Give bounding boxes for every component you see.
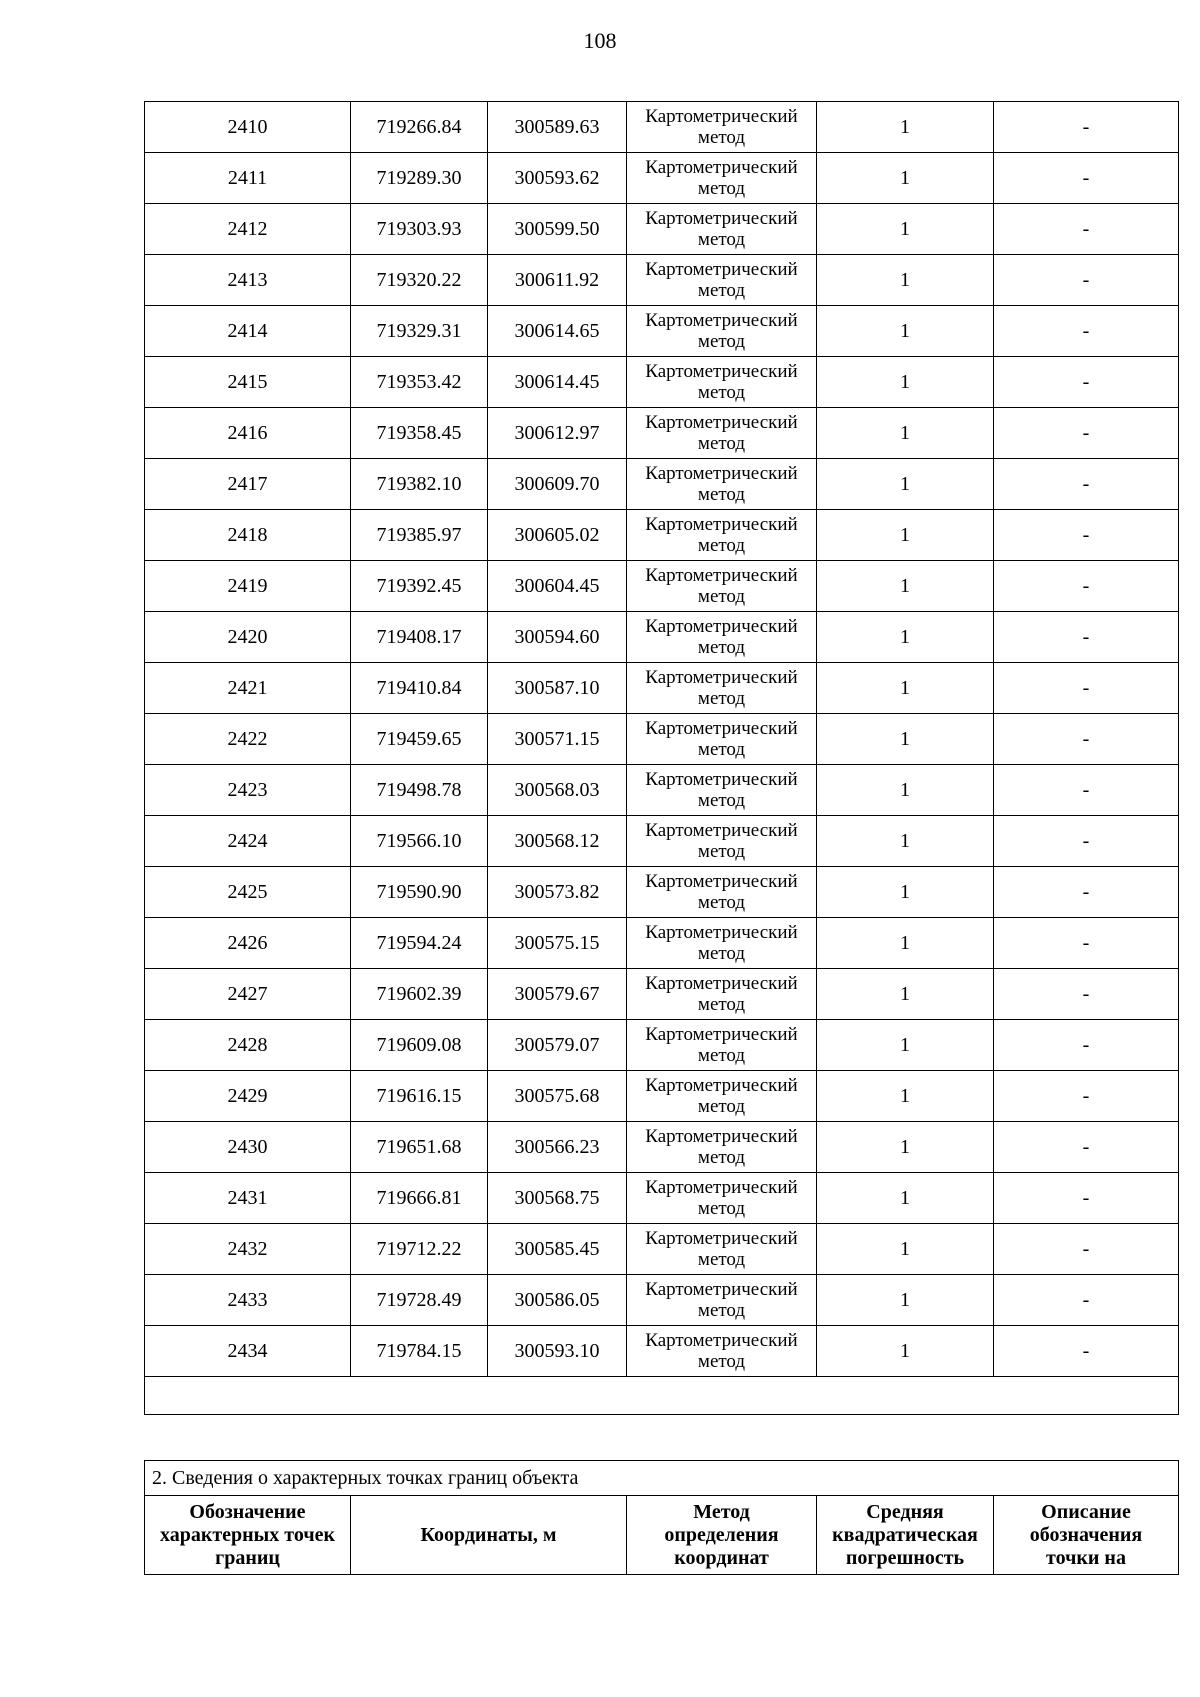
table-row — [145, 204, 1179, 255]
error-cell: 1 — [817, 1224, 994, 1275]
header-description-line: Описание — [1041, 1500, 1131, 1523]
method-cell — [627, 408, 817, 459]
method-line: метод — [697, 688, 746, 709]
description-cell: - — [994, 408, 1179, 459]
x-coordinate-cell: 719566.10 — [351, 816, 488, 867]
method-cell — [627, 153, 817, 204]
description-cell: - — [994, 867, 1179, 918]
table-row — [145, 408, 1179, 459]
method-line: Картометрический — [645, 1024, 798, 1045]
table-row — [145, 1224, 1179, 1275]
method-line: метод — [697, 127, 746, 148]
point-id-cell: 2428 — [145, 1020, 351, 1071]
point-id-cell: 2413 — [145, 255, 351, 306]
method-cell — [627, 459, 817, 510]
description-cell: - — [994, 153, 1179, 204]
point-id-cell: 2426 — [145, 918, 351, 969]
y-coordinate-cell: 300566.23 — [488, 1122, 627, 1173]
table-row — [145, 969, 1179, 1020]
description-cell: - — [994, 1326, 1179, 1377]
method-line: Картометрический — [645, 1279, 798, 1300]
method-line: метод — [697, 841, 746, 862]
description-cell: - — [994, 1020, 1179, 1071]
method-line: Картометрический — [645, 1075, 798, 1096]
y-coordinate-cell: 300594.60 — [488, 612, 627, 663]
method-cell — [627, 1020, 817, 1071]
method-cell — [627, 255, 817, 306]
x-coordinate-cell: 719392.45 — [351, 561, 488, 612]
x-coordinate-cell: 719353.42 — [351, 357, 488, 408]
description-cell: - — [994, 1122, 1179, 1173]
method-line: метод — [697, 280, 746, 301]
x-coordinate-cell: 719329.31 — [351, 306, 488, 357]
method-line: Картометрический — [645, 769, 798, 790]
header-method-line: координат — [674, 1546, 769, 1569]
table-row — [145, 510, 1179, 561]
description-cell: - — [994, 918, 1179, 969]
table-row — [145, 867, 1179, 918]
method-cell — [627, 204, 817, 255]
error-cell: 1 — [817, 1122, 994, 1173]
point-id-cell: 2422 — [145, 714, 351, 765]
point-id-cell: 2430 — [145, 1122, 351, 1173]
error-cell: 1 — [817, 867, 994, 918]
description-cell: - — [994, 255, 1179, 306]
error-cell: 1 — [817, 510, 994, 561]
y-coordinate-cell: 300593.62 — [488, 153, 627, 204]
method-cell — [627, 102, 817, 153]
section-title: 2. Сведения о характерных точках границ объекта — [145, 1461, 1179, 1496]
description-cell: - — [994, 357, 1179, 408]
point-id-cell: 2411 — [145, 153, 351, 204]
point-id-cell: 2423 — [145, 765, 351, 816]
description-cell: - — [994, 969, 1179, 1020]
method-line: метод — [697, 1198, 746, 1219]
method-line: Картометрический — [645, 208, 798, 229]
method-line: Картометрический — [645, 973, 798, 994]
y-coordinate-cell: 300587.10 — [488, 663, 627, 714]
x-coordinate-cell: 719358.45 — [351, 408, 488, 459]
header-description-line: обозначения — [1029, 1523, 1143, 1546]
table-row — [145, 1020, 1179, 1071]
description-cell: - — [994, 663, 1179, 714]
x-coordinate-cell: 719385.97 — [351, 510, 488, 561]
point-id-cell: 2425 — [145, 867, 351, 918]
method-line: Картометрический — [645, 871, 798, 892]
x-coordinate-cell: 719408.17 — [351, 612, 488, 663]
method-cell — [627, 816, 817, 867]
empty-cell — [145, 1377, 1179, 1415]
method-cell — [627, 1071, 817, 1122]
table-row — [145, 765, 1179, 816]
method-line: метод — [697, 229, 746, 250]
table-row — [145, 459, 1179, 510]
method-cell — [627, 1275, 817, 1326]
method-line: метод — [697, 943, 746, 964]
method-line: Картометрический — [645, 1126, 798, 1147]
header-description-line: точки на — [1046, 1546, 1126, 1569]
method-line: Картометрический — [645, 106, 798, 127]
x-coordinate-cell: 719602.39 — [351, 969, 488, 1020]
method-cell — [627, 867, 817, 918]
y-coordinate-cell: 300575.15 — [488, 918, 627, 969]
y-coordinate-cell: 300575.68 — [488, 1071, 627, 1122]
description-cell: - — [994, 714, 1179, 765]
table-row — [145, 663, 1179, 714]
method-line: метод — [697, 586, 746, 607]
table-row — [145, 714, 1179, 765]
method-cell — [627, 612, 817, 663]
description-cell: - — [994, 1071, 1179, 1122]
header-error-line: погрешность — [845, 1546, 965, 1569]
error-cell: 1 — [817, 306, 994, 357]
method-line: метод — [697, 637, 746, 658]
error-cell: 1 — [817, 357, 994, 408]
error-cell: 1 — [817, 561, 994, 612]
description-cell: - — [994, 459, 1179, 510]
method-line: метод — [697, 892, 746, 913]
header-point-designation-line: Обозначение — [189, 1500, 306, 1523]
method-line: метод — [697, 382, 746, 403]
method-line: Картометрический — [645, 922, 798, 943]
point-id-cell: 2433 — [145, 1275, 351, 1326]
error-cell: 1 — [817, 408, 994, 459]
method-line: Картометрический — [645, 310, 798, 331]
coordinates-table-body — [145, 102, 1179, 1415]
y-coordinate-cell: 300609.70 — [488, 459, 627, 510]
error-cell: 1 — [817, 1071, 994, 1122]
x-coordinate-cell: 719459.65 — [351, 714, 488, 765]
point-id-cell: 2415 — [145, 357, 351, 408]
point-id-cell: 2424 — [145, 816, 351, 867]
description-cell: - — [994, 1275, 1179, 1326]
method-line: Картометрический — [645, 361, 798, 382]
table-row — [145, 306, 1179, 357]
y-coordinate-cell: 300611.92 — [488, 255, 627, 306]
point-id-cell: 2410 — [145, 102, 351, 153]
error-cell: 1 — [817, 1326, 994, 1377]
x-coordinate-cell: 719590.90 — [351, 867, 488, 918]
method-line: метод — [697, 1249, 746, 1270]
x-coordinate-cell: 719728.49 — [351, 1275, 488, 1326]
section-header-row — [145, 1496, 1179, 1575]
table-row — [145, 1122, 1179, 1173]
x-coordinate-cell: 719594.24 — [351, 918, 488, 969]
y-coordinate-cell: 300568.03 — [488, 765, 627, 816]
method-line: Картометрический — [645, 259, 798, 280]
error-cell: 1 — [817, 765, 994, 816]
description-cell: - — [994, 1173, 1179, 1224]
section-title-row — [145, 1461, 1179, 1496]
x-coordinate-cell: 719784.15 — [351, 1326, 488, 1377]
y-coordinate-cell: 300589.63 — [488, 102, 627, 153]
method-cell — [627, 1173, 817, 1224]
y-coordinate-cell: 300568.75 — [488, 1173, 627, 1224]
error-cell: 1 — [817, 1020, 994, 1071]
x-coordinate-cell: 719303.93 — [351, 204, 488, 255]
point-id-cell: 2420 — [145, 612, 351, 663]
error-cell: 1 — [817, 153, 994, 204]
method-cell — [627, 357, 817, 408]
empty-row — [145, 1377, 1179, 1415]
error-cell: 1 — [817, 612, 994, 663]
description-cell: - — [994, 561, 1179, 612]
error-cell: 1 — [817, 255, 994, 306]
y-coordinate-cell: 300579.07 — [488, 1020, 627, 1071]
header-error — [817, 1496, 994, 1575]
table-row — [145, 1326, 1179, 1377]
table-row — [145, 561, 1179, 612]
method-line: метод — [697, 484, 746, 505]
method-cell — [627, 918, 817, 969]
method-cell — [627, 1224, 817, 1275]
x-coordinate-cell: 719382.10 — [351, 459, 488, 510]
header-error-line: Средняя — [866, 1500, 944, 1523]
header-coordinates: Координаты, м — [351, 1496, 627, 1575]
method-cell — [627, 1122, 817, 1173]
point-id-cell: 2432 — [145, 1224, 351, 1275]
method-line: Картометрический — [645, 667, 798, 688]
table-row — [145, 1071, 1179, 1122]
method-line: метод — [697, 1147, 746, 1168]
method-line: метод — [697, 1300, 746, 1321]
method-line: Картометрический — [645, 1177, 798, 1198]
x-coordinate-cell: 719410.84 — [351, 663, 488, 714]
method-line: Картометрический — [645, 514, 798, 535]
x-coordinate-cell: 719712.22 — [351, 1224, 488, 1275]
method-line: Картометрический — [645, 1330, 798, 1351]
method-line: Картометрический — [645, 412, 798, 433]
table-row — [145, 612, 1179, 663]
page-number: 108 — [583, 28, 617, 53]
x-coordinate-cell: 719651.68 — [351, 1122, 488, 1173]
description-cell: - — [994, 102, 1179, 153]
table-row — [145, 918, 1179, 969]
y-coordinate-cell: 300605.02 — [488, 510, 627, 561]
header-point-designation — [145, 1496, 351, 1575]
x-coordinate-cell: 719266.84 — [351, 102, 488, 153]
method-line: Картометрический — [645, 565, 798, 586]
y-coordinate-cell: 300614.65 — [488, 306, 627, 357]
error-cell: 1 — [817, 1275, 994, 1326]
coordinates-table — [144, 101, 1179, 1415]
y-coordinate-cell: 300586.05 — [488, 1275, 627, 1326]
method-line: Картометрический — [645, 718, 798, 739]
header-method — [627, 1496, 817, 1575]
error-cell: 1 — [817, 663, 994, 714]
point-id-cell: 2429 — [145, 1071, 351, 1122]
y-coordinate-cell: 300579.67 — [488, 969, 627, 1020]
x-coordinate-cell: 719666.81 — [351, 1173, 488, 1224]
description-cell: - — [994, 204, 1179, 255]
y-coordinate-cell: 300593.10 — [488, 1326, 627, 1377]
method-line: метод — [697, 1096, 746, 1117]
point-id-cell: 2419 — [145, 561, 351, 612]
error-cell: 1 — [817, 459, 994, 510]
header-method-line: определения — [664, 1523, 779, 1546]
error-cell: 1 — [817, 969, 994, 1020]
x-coordinate-cell: 719498.78 — [351, 765, 488, 816]
method-line: метод — [697, 433, 746, 454]
x-coordinate-cell: 719616.15 — [351, 1071, 488, 1122]
y-coordinate-cell: 300585.45 — [488, 1224, 627, 1275]
method-line: Картометрический — [645, 1228, 798, 1249]
table-row — [145, 357, 1179, 408]
header-error-line: квадратическая — [832, 1523, 978, 1546]
method-cell — [627, 969, 817, 1020]
header-description — [994, 1496, 1179, 1575]
point-id-cell: 2421 — [145, 663, 351, 714]
point-id-cell: 2427 — [145, 969, 351, 1020]
method-cell — [627, 1326, 817, 1377]
x-coordinate-cell: 719289.30 — [351, 153, 488, 204]
method-line: метод — [697, 739, 746, 760]
point-id-cell: 2434 — [145, 1326, 351, 1377]
point-id-cell: 2418 — [145, 510, 351, 561]
method-cell — [627, 561, 817, 612]
header-point-designation-line: границ — [215, 1546, 280, 1569]
error-cell: 1 — [817, 714, 994, 765]
method-cell — [627, 765, 817, 816]
point-id-cell: 2416 — [145, 408, 351, 459]
y-coordinate-cell: 300612.97 — [488, 408, 627, 459]
method-line: метод — [697, 1351, 746, 1372]
method-line: Картометрический — [645, 820, 798, 841]
description-cell: - — [994, 612, 1179, 663]
error-cell: 1 — [817, 918, 994, 969]
error-cell: 1 — [817, 816, 994, 867]
method-line: Картометрический — [645, 616, 798, 637]
error-cell: 1 — [817, 204, 994, 255]
method-line: метод — [697, 535, 746, 556]
error-cell: 1 — [817, 102, 994, 153]
y-coordinate-cell: 300573.82 — [488, 867, 627, 918]
description-cell: - — [994, 816, 1179, 867]
y-coordinate-cell: 300614.45 — [488, 357, 627, 408]
table-row — [145, 102, 1179, 153]
y-coordinate-cell: 300568.12 — [488, 816, 627, 867]
y-coordinate-cell: 300599.50 — [488, 204, 627, 255]
boundary-points-section-table — [144, 1460, 1179, 1575]
method-line: Картометрический — [645, 463, 798, 484]
table-row — [145, 255, 1179, 306]
description-cell: - — [994, 510, 1179, 561]
header-method-line: Метод — [693, 1500, 750, 1523]
description-cell: - — [994, 765, 1179, 816]
description-cell: - — [994, 1224, 1179, 1275]
point-id-cell: 2414 — [145, 306, 351, 357]
table-row — [145, 1275, 1179, 1326]
method-line: метод — [697, 178, 746, 199]
table-row — [145, 1173, 1179, 1224]
table-row — [145, 816, 1179, 867]
y-coordinate-cell: 300604.45 — [488, 561, 627, 612]
method-line: Картометрический — [645, 157, 798, 178]
method-line: метод — [697, 1045, 746, 1066]
description-cell: - — [994, 306, 1179, 357]
method-line: метод — [697, 994, 746, 1015]
method-cell — [627, 306, 817, 357]
point-id-cell: 2431 — [145, 1173, 351, 1224]
header-point-designation-line: характерных точек — [159, 1523, 336, 1546]
table-row — [145, 153, 1179, 204]
method-line: метод — [697, 790, 746, 811]
x-coordinate-cell: 719609.08 — [351, 1020, 488, 1071]
x-coordinate-cell: 719320.22 — [351, 255, 488, 306]
y-coordinate-cell: 300571.15 — [488, 714, 627, 765]
method-cell — [627, 714, 817, 765]
point-id-cell: 2412 — [145, 204, 351, 255]
error-cell: 1 — [817, 1173, 994, 1224]
method-cell — [627, 510, 817, 561]
method-line: метод — [697, 331, 746, 352]
point-id-cell: 2417 — [145, 459, 351, 510]
method-cell — [627, 663, 817, 714]
